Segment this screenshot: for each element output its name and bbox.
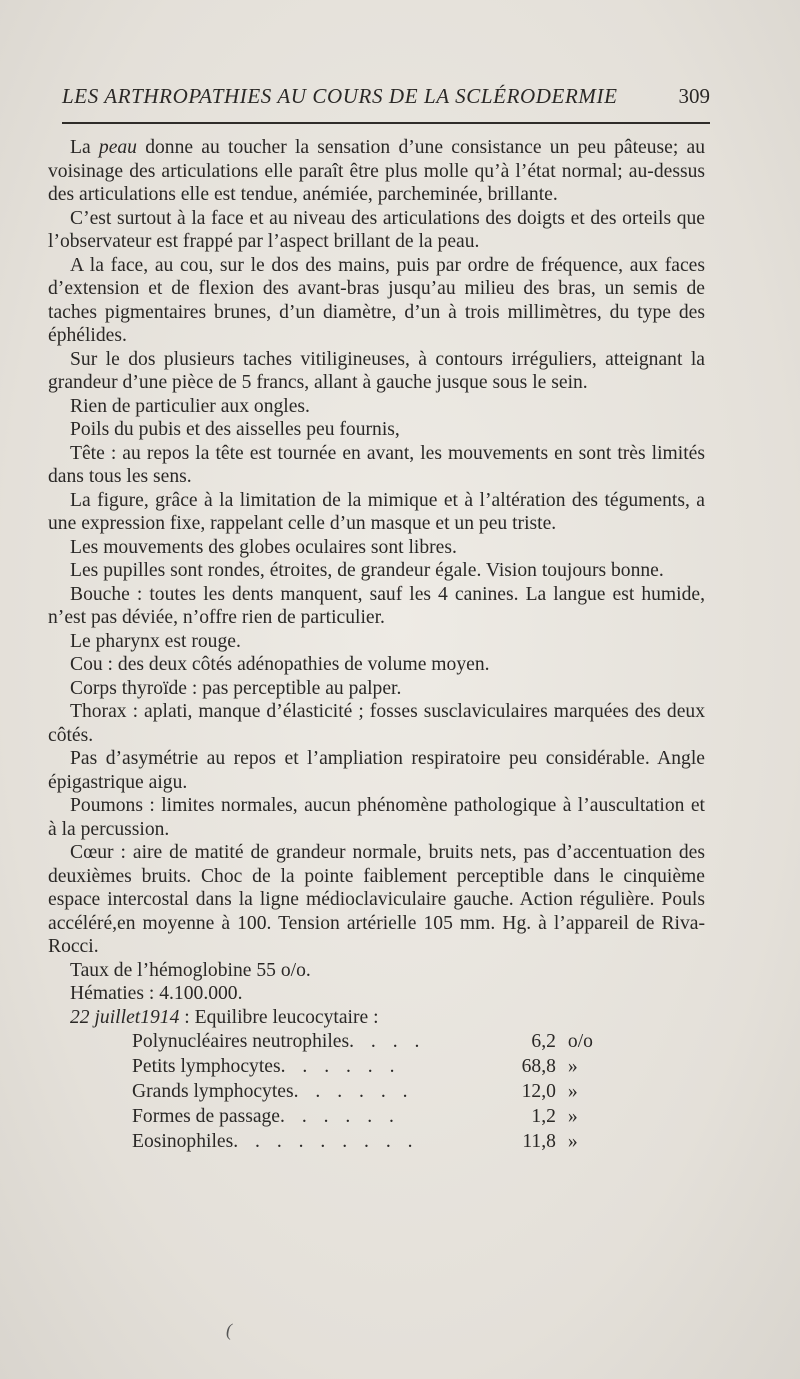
body-text [48,136,705,1154]
row-label: Eosinophiles. . . . . . . . . [132,1131,419,1152]
row-unit: o/o [567,1031,593,1052]
running-header [62,84,710,124]
table-row [132,1129,616,1154]
paragraph: Poumons : limites normales, aucun phénomène pathologique à l’auscultation et à la percussion. [48,795,705,840]
paragraph: La figure, grâce à la limitation de la mimique et à l’altération des téguments, a une expression fixe, rappelant celle d’un masque et un peu triste. [48,489,705,534]
row-value: 68,8 [521,1056,556,1077]
paragraph: A la face, au cou, sur le dos des mains, puis par ordre de fréquence, aux faces d’extension et de flexion des avant-bras jusqu’au milieu des bras, un semis de taches pigmentaires brunes, d’un diamètre, d’un à trois millimètres, du type des éphélides. [48,254,705,346]
row-unit: » [567,1106,578,1127]
paragraph: Thorax : aplati, manque d’élasticité ; fosses susclaviculaires marquées des deux côtés. [48,701,705,746]
paragraph: Cœur : aire de matité de grandeur normale, bruits nets, pas d’accentuation des deuxièmes bruits. Choc de la pointe faiblement perceptible dans le cinquième espace intercostal dans la ligne médioclaviculaire gauche. Action régulière. Pouls accéléré,en moyenne à 100. Tension artérielle 105 mm. Hg. à l’appareil de Riva-Rocci. [48,842,705,957]
paragraph: Pas d’asymétrie au repos et l’ampliation respiratoire peu considérable. Angle épigastrique aigu. [48,748,705,793]
row-label: Grands lymphocytes. . . . . . [132,1081,414,1102]
row-label: Formes de passage. . . . . . [132,1106,400,1127]
leukocyte-intro: : Equilibre leucocytaire : [179,1006,379,1028]
leukocyte-heading [48,1006,705,1030]
leukocyte-date: 22 juillet1914 [70,1006,180,1028]
table-row [132,1029,616,1054]
table-row [132,1104,616,1129]
table-row [132,1079,616,1104]
paragraph: Hématies : 4.100.000. [70,983,243,1004]
paragraph: Sur le dos plusieurs taches vitiligineuses, à contours irréguliers, atteignant la grandeur d’une pièce de 5 francs, allant à gauche jusque sous le sein. [48,348,705,393]
paragraph: Les mouvements des globes oculaires sont libres. [70,536,457,558]
page-number: 309 [678,84,710,108]
row-label: Polynucléaires neutrophiles. . . . [132,1031,426,1052]
paragraph: Corps thyroïde : pas perceptible au palper. [70,677,402,699]
table-row [132,1054,616,1079]
leukocyte-table [132,1029,616,1154]
paragraph: Les pupilles sont rondes, étroites, de grandeur égale. Vision toujours bonne. [70,560,664,581]
row-value: 6,2 [531,1031,556,1052]
paragraph: Cou : des deux côtés adénopathies de volume moyen. [70,654,490,675]
header-rule [62,122,710,124]
paragraph: Poils du pubis et des aisselles peu fournis, [70,419,400,440]
paragraph: La peau donne au toucher la sensation d’une consistance un peu pâteuse; au voisinage des articulations elle paraît être plus molle qu’à l’état normal; au-dessus des articulations elle est tendue, anémiée, parcheminée, brillante. [48,137,705,205]
running-title: LES ARTHROPATHIES AU COURS DE LA SCLÉRODERMIE [62,84,618,108]
paragraph: Tête : au repos la tête est tournée en avant, les mouvements en sont très limités dans tous les sens. [48,442,705,487]
row-unit: » [567,1081,578,1102]
paragraph: Taux de l’hémoglobine 55 o/o. [70,959,311,981]
row-unit: » [567,1056,578,1077]
row-unit: » [567,1131,578,1152]
stray-mark: ( [226,1320,232,1340]
row-value: 12,0 [521,1081,556,1102]
row-value: 1,2 [531,1106,556,1127]
paragraph: Bouche : toutes les dents manquent, sauf les 4 canines. La langue est humide, n’est pas déviée, n’offre rien de particulier. [48,583,705,628]
paragraph: Le pharynx est rouge. [70,630,241,652]
row-label: Petits lymphocytes. . . . . . [132,1056,401,1077]
paragraph: Rien de particulier aux ongles. [70,395,310,417]
row-value: 11,8 [522,1131,556,1152]
paragraph: C’est surtout à la face et au niveau des articulations des doigts et des orteils que l’observateur est frappé par l’aspect brillant de la peau. [48,207,705,252]
